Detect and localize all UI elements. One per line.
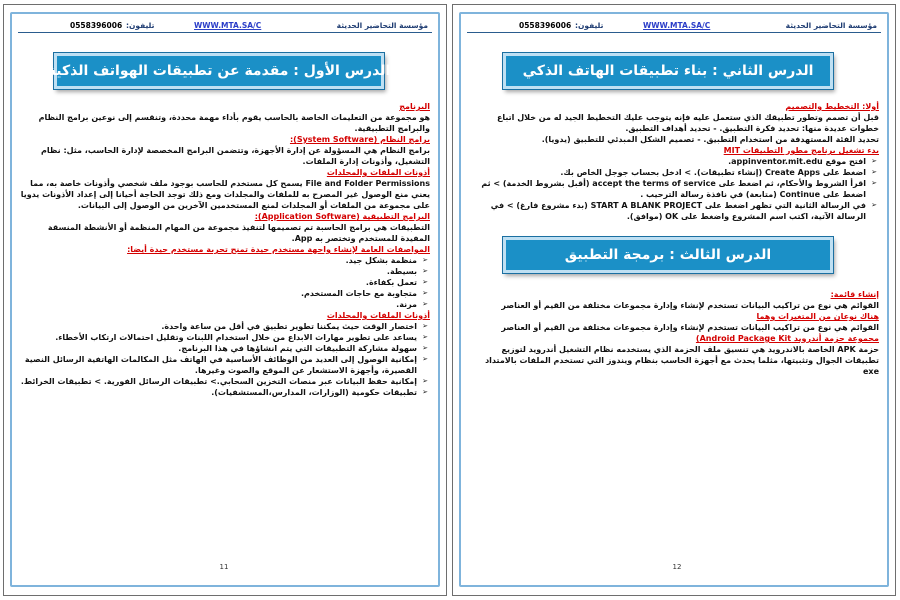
section-heading: برامج النظام (System Software): [289,135,430,144]
header-phone-number: 0558396006 [70,21,123,30]
list-item: ➢ تعمل بكفاءة. [20,277,428,288]
header-url-link[interactable]: WWW.MTA.SA/C [643,21,711,30]
header-org-name: مؤسسة التحاضير الحديثة [336,21,428,30]
lesson-title: الدرس الأول : مقدمة عن تطبيقات الهواتف الذكية [47,63,391,79]
section-heading: البرنامج [399,102,430,111]
lesson-title-box [503,53,833,89]
list-item: ➢ إمكانية الوصول إلى العديد من الوظائف الأساسية في الهاتف مثل المكالمات الهاتفية الرسائل النصية القصيرة، وأجهزة الاستشعار عن الموقع والصوت وغيرها. [20,354,428,376]
lesson-title: الدرس الثاني : بناء تطبيقات الهاتف الذكي [522,63,814,79]
header-phone-number: 0558396006 [519,21,572,30]
paragraph: File and Folder Permissions يسمح كل مستخدم للحاسب بوجود ملف شخصي وأذونات خاصة به، مما يعني منع الوصول غير المصرح به للملفات والمجلدات ومع ذلك توجد الحاجة أحيانا إلى إعداد الأذونات يدويا على مجموعة من الملفات أو المجلدات لمنع المستخدمين الآخرين من الوصول إلى البيانات. [20,179,430,210]
paragraph: برامج النظام هي المسؤولة عن إدارة الأجهزة، وتتضمن البرامج المخصصة لإدارة الحاسب، مثل: نظام التشغيل، وأذونات إدارة الملفات. [41,146,430,166]
paragraph: هو مجموعة من التعليمات الخاصة بالحاسب يقوم بأداء مهمة محددة، وتنقسم إلى نوعين برامج النظام والبرامج التطبيقية. [38,113,430,133]
lesson-content [469,101,879,222]
list-item: ➢ منظمة بشكل جيد. [20,255,428,266]
paragraph: القوائم هي نوع من تراكيب البيانات تستخدم لإنشاء وإدارة مجموعات مختلفة من القيم أو العناصر [501,323,879,332]
page-number: 11 [219,563,229,571]
page-header [467,19,881,33]
bullet-list [469,156,879,222]
list-item: ➢ افتح موقع appinventor.mit.edu. [469,156,877,167]
lesson-title-box [47,53,391,89]
header-url-link[interactable]: WWW.MTA.SA/C [194,21,262,30]
lesson-content [469,289,879,377]
section-heading: هناك نوعان من المتغيرات وهما [756,312,879,321]
section-heading: إنشاء قائمة: [830,290,879,299]
section-heading: أولا: التخطيط والتصميم [785,102,879,111]
list-item: ➢ اقرأ الشروط والأحكام، ثم اضغط على accept the terms of service (أقبل بشروط الخدمة) > ثم اضغط على Continue (متابعة) في نافذة رسالة الترحيب . [469,178,877,200]
page-right [452,4,896,596]
list-item: ➢ اضغط على Create Apps (إنشاء تطبيقات). > ادخل بحساب جوجل الخاص بك. [469,167,877,178]
paragraph: قبل أن تصمم وتطور تطبيقك الذي ستعمل عليه فإنه يتوجب عليك التخطيط الجيد له من خلال اتباع خطوات عديدة منها: تحديد فكرة التطبيق. - تحديد أهداف التطبيق. [496,113,879,133]
section-heading: المواصفات العامة لإنشاء واجهة مستخدم جيدة تمنح تجربة مستخدم جيدة أيضا: [127,245,430,254]
section-heading: مجموعة حزمة أندرويد Android Package Kit) [695,334,879,343]
list-item: ➢ يساعد على تطوير مهارات الابداع من خلال استخدام اللبنات وتقليل احتمالات ارتكاب الأخطاء. [20,332,428,343]
bullet-list [20,321,430,398]
list-item: ➢ اختصار الوقت حيث يمكننا تطوير تطبيق في أقل من ساعة واحدة. [20,321,428,332]
page-left [3,4,447,596]
list-item: ➢ مرنة. [20,299,428,310]
lesson-content [20,101,430,398]
section-heading: البرامج التطبيقية (Application Software): [254,212,430,221]
paragraph: القوائم هي نوع من تراكيب البيانات تستخدم لإنشاء وإدارة مجموعات مختلفة من القيم أو العناصر [501,301,879,310]
page-header [18,19,432,33]
bullet-list [20,255,430,310]
header-org-name: مؤسسة التحاضير الحديثة [785,21,877,30]
list-item: ➢ متجاوبة مع حاجات المستخدم. [20,288,428,299]
lesson-title-box [503,237,833,273]
page-number: 12 [672,563,682,571]
list-item: ➢ سهولة مشاركة التطبيقات التي يتم انشاؤها في هذا البرنامج. [20,343,428,354]
header-phone-label: تليفون: [126,21,155,30]
paragraph: التطبيقات هي برامج الحاسبة تم تصميمها لتنفيذ مجموعة من المهام المنظمة أو الأنشطة المنسقة المفيدة للمستخدم وتختصر به App. [47,223,430,243]
list-item: ➢ في الرسالة الثانية التي تظهر اضغط على START A BLANK PROJECT (بدء مشروع فارغ) > في الرسالة الآتية، اكتب اسم المشروع واضغط على OK (موافق). [469,200,877,222]
list-item: ➢ إمكانية حفظ البيانات عبر منصات التخزين السحابي.> تطبيقات الرسائل الفورية. > تطبيقات الخرائط. [20,376,428,387]
paragraph: حزمة APK الخاصة بالاندرويد هي تنسيق ملف الحزمة الذي يستخدمه نظام التشغيل أندرويد لتوزيع تطبيقات الجوال وتثبيتها، مثلما يحدث مع أجهزة الحاسب بنظام ويندوز التي تستخدم الملفات بالامتداد exe [485,345,879,376]
section-heading: أذونات الملفات والمجلدات [326,168,430,177]
lesson-title: الدرس الثالث : برمجة التطبيق [564,247,772,263]
header-phone-label: تليفون: [575,21,604,30]
list-item: ➢ تطبيقات حكومية (الوزارات، المدارس،المستشفيات). [20,387,428,398]
section-heading: بدء تشغيل برنامج مطور التطبيقات MIT [723,146,879,155]
list-item: ➢ بسيطة. [20,266,428,277]
section-heading: أذونات الملفات والمجلدات [326,311,430,320]
paragraph: تحديد الفئة المستهدفة من استخدام التطبيق. - تصميم الشكل المبدئي للتطبيق (يدويا). [541,135,879,144]
